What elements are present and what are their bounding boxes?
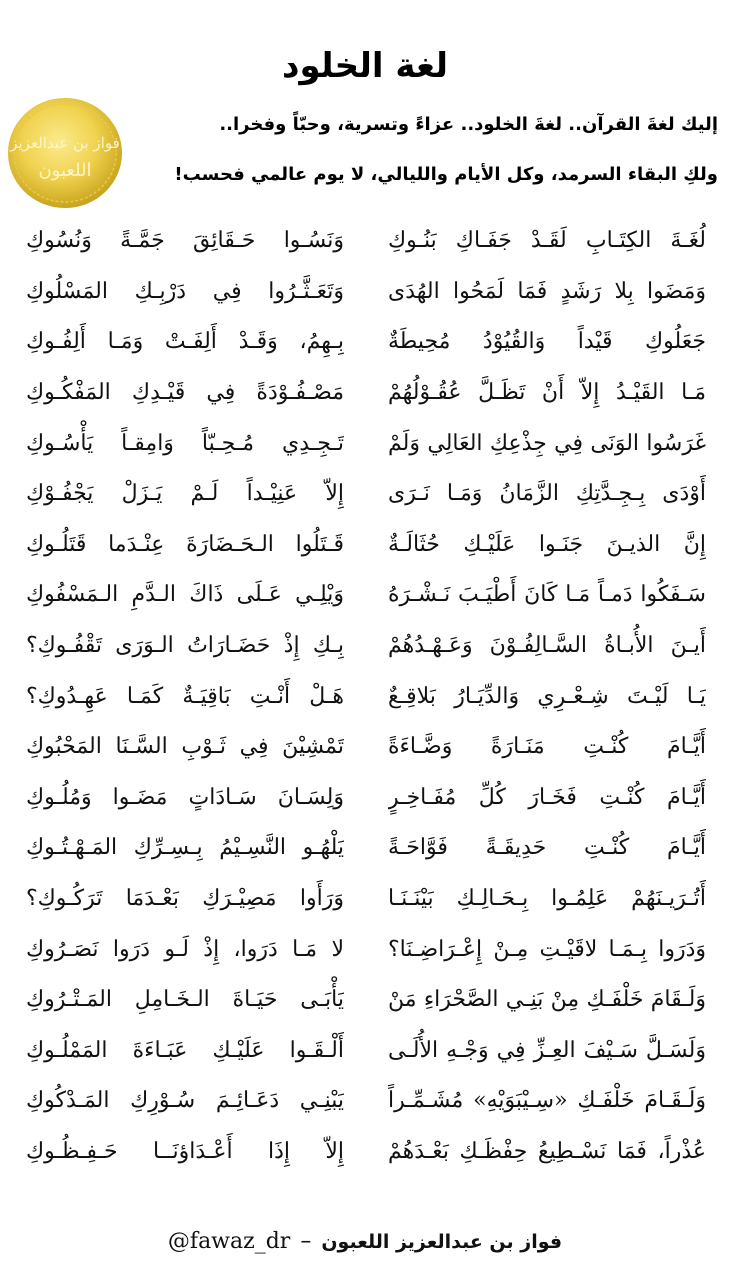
poem-verse: [26, 975, 706, 1026]
verse-right-hemistich: غَرَسُوا الوَنَى فِي جِذْعِكِ العَالِي وَلَمْ: [388, 430, 706, 456]
poem-verse: [26, 317, 706, 368]
verse-left-hemistich: هَـلْ أَنْـتِ بَاقِيَـةٌ كَمَـا عَهِـدُوكِ؟: [26, 683, 344, 709]
poem-verse: [26, 520, 706, 571]
verse-right-hemistich: إِنَّ الذيـنَ جَنَـوا عَلَيْـكِ حُثَالَـةٌ: [388, 531, 706, 557]
verse-left-hemistich: لا مَـا دَرَوا، إِذْ لَـو دَرَوا نَصَـرُوكِ: [26, 936, 344, 962]
poem-verse: [26, 570, 706, 621]
verse-right-hemistich: أَيَّـامَ كُنْـتِ حَدِيقَـةً فَوَّاحَـةً: [388, 835, 706, 861]
verse-right-hemistich: لُغَـةَ الكِتَـابِ لَقَـدْ جَفَـاكِ بَنُـوكِ: [388, 228, 706, 254]
verse-left-hemistich: أَلْـقَـوا عَلَيْـكِ عَبَـاءَةَ المَمْلُـوكِ: [26, 1037, 344, 1063]
intro-line-1: إليك لغةَ القرآن.. لغةَ الخلود.. عزاءً وتسرية، وحبّاً وفخرا..: [219, 114, 718, 135]
intro-paragraph: [128, 100, 718, 200]
intro-line-2: ولكِ البقاء السرمد، وكل الأيام والليالي، لا يوم عالمي فحسب!: [174, 164, 718, 185]
verse-right-hemistich: جَعَلُوكِ قَيْداً وَالقُيُوْدُ مُحِيطَةٌ: [388, 329, 706, 355]
verse-right-hemistich: وَدَرَوا بِـمَـا لاقَيْـتِ مِـنْ إِعْـرَاضِـنَا؟: [388, 936, 706, 962]
poem-verse: [26, 924, 706, 975]
poem-verse: [26, 469, 706, 520]
verse-left-hemistich: تَـجِـدِي مُـحِـبّاً وَامِقـاً يَأْسُـوكِ: [26, 430, 344, 456]
verse-left-hemistich: بِـكِ إِذْ حَضَـارَاتُ الـوَرَى تَقْفُـوكِ؟: [26, 633, 344, 659]
verse-right-hemistich: سَـفَكُوا دَمـاً مَـا كَانَ أَطْيَـبَ نَـشْـرَهُ: [388, 582, 706, 608]
verse-right-hemistich: عُذْراً، فَمَا نَسْـطِيعُ حِفْظَـكِ بَعْـدَهُمْ: [388, 1138, 706, 1164]
verse-left-hemistich: يَبْنِـي دَعَـائِـمَ سُـوْرِكِ المَـدْكُوكِ: [26, 1088, 344, 1114]
verse-left-hemistich: وَنَسُـوا حَـقَائِقَ جَمَّـةً وَنُسُوكِ: [26, 228, 344, 254]
verse-right-hemistich: وَلَـقَـامَ خَلْفَـكِ «سِـيْبَوَيْهِ» مُشَـمِّـراً: [388, 1088, 706, 1114]
poem-verse: [26, 267, 706, 318]
poem-verse: [26, 1076, 706, 1127]
author-handle: @fawaz_dr: [167, 1229, 291, 1254]
poem-verse: [26, 773, 706, 824]
verse-left-hemistich: إِلاّ عَنِيْـداً لَـمْ يَـزَلْ يَجْفُـوْكِ: [26, 481, 344, 507]
verse-left-hemistich: يَلْهُـو النَّسِـيْمُ بِـسِـرِّكِ المَـهْـتُـوكِ: [26, 835, 344, 861]
verse-right-hemistich: أَتُـرَيـنَهُمْ عَلِمُـوا بِـحَـالِـكِ بَيْنَـنَـا: [388, 886, 706, 912]
verse-left-hemistich: بِـهِمُ، وَقَـدْ أَلِفَـتْ وَمَـا أَلِفُـوكِ: [26, 329, 344, 355]
verse-right-hemistich: أَيَّـامَ كُنْـتِ فَخَـارَ كُلِّ مُفَـاخِـرٍ: [388, 784, 706, 810]
seal-text-line2: اللعبون: [38, 160, 92, 181]
verse-right-hemistich: وَلَـقَامَ خَلْفَـكِ مِنْ بَنِـي الصَّحْرَاءِ مَنْ: [388, 987, 706, 1013]
verse-left-hemistich: وَتَعَـثَّـرُوا فِي دَرْبِـكِ المَسْلُوكِ: [26, 278, 344, 304]
poem-verse: [26, 1026, 706, 1077]
verse-right-hemistich: وَلَسَـلَّ سَـيْفَ العِـزِّ فِي وَجْـهِ الأُلَـى: [388, 1037, 706, 1063]
verse-left-hemistich: مَصْـفُـوْدَةً فِي قَيْـدِكِ المَفْكُـوكِ: [26, 380, 344, 406]
verse-left-hemistich: إِلاّ إِذَا أَعْـدَاؤنَــا حَـفِـظُـوكِ: [26, 1138, 344, 1164]
poem-verse: [26, 418, 706, 469]
poem-verse: [26, 368, 706, 419]
author-credit: [0, 1222, 730, 1262]
author-name: فواز بن عبدالعزيز اللعبون: [321, 1231, 563, 1253]
verse-left-hemistich: وَيْلِـي عَـلَى ذَاكَ الـدَّمِ الـمَسْفُوكِ: [26, 582, 344, 608]
verse-left-hemistich: قَـتَلُوا الـحَـضَارَةَ عِنْـدَما قَتَلُـوكِ: [26, 531, 344, 557]
verse-left-hemistich: يَأْبَـى حَيَـاةَ الـخَـامِلِ المَـتْـرُوكِ: [26, 987, 344, 1013]
poem-verse: [26, 722, 706, 773]
verse-left-hemistich: وَرَأَوا مَصِيْـرَكِ بَعْـدَمَا تَرَكُـوكِ؟: [26, 886, 344, 912]
verse-right-hemistich: وَمَضَوا بِلا رَشَدٍ فَمَا لَمَحُوا الهُدَى: [388, 278, 706, 304]
poem-verse: [26, 671, 706, 722]
page-title: لغة الخلود: [282, 45, 448, 86]
poem-verse: [26, 216, 706, 267]
poem-verse: [26, 1127, 706, 1178]
poem: [26, 216, 706, 1177]
verse-right-hemistich: أَوْدَى بِـجِـدَّتِكِ الزَّمَانُ وَمَـا نَـرَى: [388, 481, 706, 507]
verse-right-hemistich: أَيـنَ الأُبـاةُ السَّـالِفُـوْنَ وَعَـهْـدُهُمْ: [388, 633, 706, 659]
poem-verse: [26, 621, 706, 672]
gold-seal-icon: [6, 96, 124, 210]
poem-verse: [26, 874, 706, 925]
verse-left-hemistich: وَلِسَـانَ سَـادَاتٍ مَضَـوا وَمُلُـوكِ: [26, 784, 344, 810]
seal-text-line1: فواز بن عبدالعزيز: [10, 134, 120, 152]
verse-left-hemistich: تَمْشِيْنَ فِي ثَـوْبِ السَّـنَا المَحْبُوكِ: [26, 734, 344, 760]
credit-separator: –: [300, 1229, 312, 1254]
verse-right-hemistich: مَـا القَيْـدُ إِلاّ أَنْ تَظَـلَّ عُقُـوْلُهُمْ: [388, 380, 706, 406]
verse-right-hemistich: يَـا لَيْـتَ شِـعْـرِي وَالدِّيَـارُ بَلاقِـعٌ: [388, 683, 706, 709]
poem-verse: [26, 823, 706, 874]
verse-right-hemistich: أَيَّـامَ كُنْـتِ مَنَـارَةً وَضَّـاءَةً: [388, 734, 706, 760]
